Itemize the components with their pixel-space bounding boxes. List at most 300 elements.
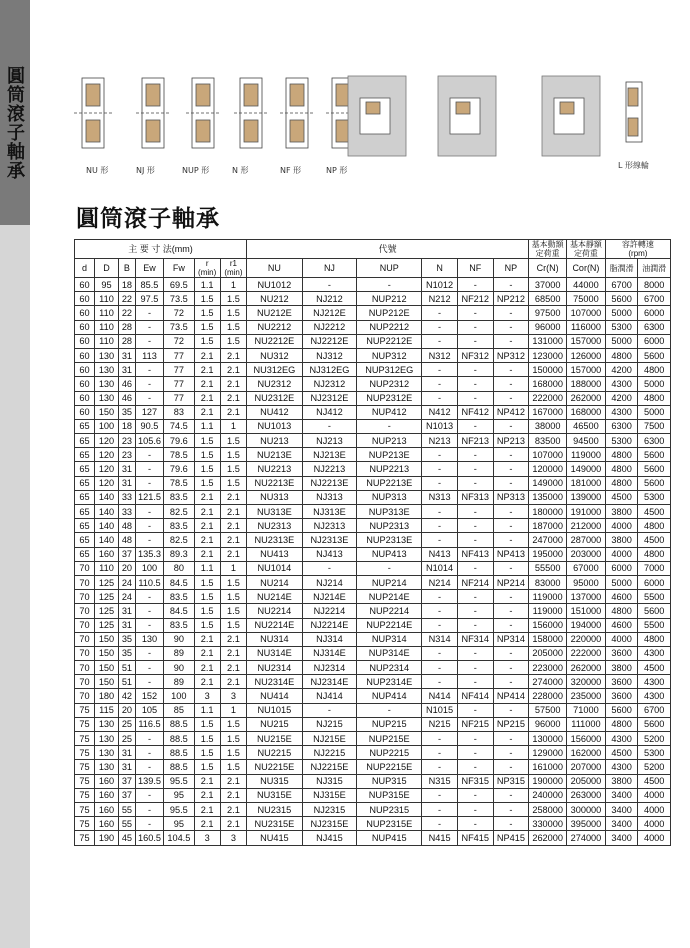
table-cell: 140 [94, 490, 118, 504]
table-cell: 127 [135, 405, 163, 419]
table-cell: - [135, 661, 163, 675]
table-cell: NP413 [493, 547, 529, 561]
table-cell: 130 [94, 377, 118, 391]
table-cell: 4000 [638, 788, 671, 802]
table-cell: NU214 [247, 575, 303, 589]
diagram-nu [74, 78, 112, 148]
table-cell: 18 [119, 419, 136, 433]
table-cell: 120 [94, 434, 118, 448]
table-cell: NU412 [247, 405, 303, 419]
table-row [75, 831, 671, 845]
table-cell: 2.1 [220, 646, 246, 660]
table-cell: 1.5 [220, 604, 246, 618]
table-cell: 2.1 [194, 363, 220, 377]
table-cell: 274000 [529, 675, 567, 689]
table-cell: 111000 [567, 717, 606, 731]
table-cell: NU415 [247, 831, 303, 845]
table-cell: - [422, 505, 458, 519]
table-cell: 33 [119, 505, 136, 519]
table-cell: 90 [164, 632, 194, 646]
table-cell: 100 [164, 689, 194, 703]
table-cell: 28 [119, 334, 136, 348]
table-cell: 4300 [605, 405, 638, 419]
table-row [75, 533, 671, 547]
table-cell: 7500 [638, 419, 671, 433]
col-NU: NU [247, 259, 303, 278]
table-cell: 84.5 [164, 575, 194, 589]
table-cell: - [422, 519, 458, 533]
table-cell: 110.5 [135, 575, 163, 589]
table-cell: 107000 [567, 306, 606, 320]
table-cell: NF212 [457, 292, 493, 306]
table-cell: 4500 [638, 661, 671, 675]
table-cell: 31 [119, 476, 136, 490]
table-cell: 70 [75, 604, 95, 618]
table-cell: NJ314E [302, 646, 357, 660]
table-cell: NJ313E [302, 505, 357, 519]
table-cell: NUP412 [357, 405, 422, 419]
table-cell: 70 [75, 590, 95, 604]
table-cell: 160.5 [135, 831, 163, 845]
table-cell: NF312 [457, 348, 493, 362]
table-cell: 75 [75, 746, 95, 760]
table-cell: 4000 [638, 831, 671, 845]
table-cell: 3800 [605, 533, 638, 547]
table-cell: NF315 [457, 774, 493, 788]
table-row [75, 802, 671, 816]
table-cell: 95 [94, 278, 118, 292]
table-cell: 6000 [638, 575, 671, 589]
table-cell: - [493, 363, 529, 377]
table-cell: - [422, 732, 458, 746]
table-cell: 181000 [567, 476, 606, 490]
table-cell: 73.5 [164, 292, 194, 306]
table-row [75, 292, 671, 306]
table-cell: 89 [164, 646, 194, 660]
table-cell: - [457, 788, 493, 802]
table-row [75, 419, 671, 433]
table-cell: 3400 [605, 788, 638, 802]
table-cell: 130 [94, 732, 118, 746]
table-cell: - [493, 462, 529, 476]
col-grease: 脂潤滑 [605, 259, 638, 278]
table-cell: - [457, 306, 493, 320]
table-cell: 4500 [605, 746, 638, 760]
table-cell: 162000 [567, 746, 606, 760]
table-cell: 31 [119, 604, 136, 618]
table-cell: 274000 [567, 831, 606, 845]
table-cell: 60 [75, 334, 95, 348]
table-cell: 75 [75, 788, 95, 802]
table-cell: 4300 [605, 732, 638, 746]
table-cell: 1.5 [194, 618, 220, 632]
table-row [75, 732, 671, 746]
table-cell: 1 [220, 703, 246, 717]
table-cell: - [457, 746, 493, 760]
table-cell: 187000 [529, 519, 567, 533]
table-cell: 4000 [605, 547, 638, 561]
table-cell: 5300 [638, 490, 671, 504]
table-cell: 82.5 [164, 533, 194, 547]
table-cell: - [493, 746, 529, 760]
table-cell: 110 [94, 334, 118, 348]
table-cell: 4800 [638, 363, 671, 377]
side-title: 圓筒滾子軸承 [4, 66, 25, 180]
table-cell: 74.5 [164, 419, 194, 433]
table-cell: NU1013 [247, 419, 303, 433]
table-cell: 262000 [567, 391, 606, 405]
table-row [75, 448, 671, 462]
table-cell: NP315 [493, 774, 529, 788]
diagram-l-ring [626, 82, 642, 142]
table-cell: 1.1 [194, 561, 220, 575]
table-cell: 3800 [605, 661, 638, 675]
table-cell: 24 [119, 575, 136, 589]
table-cell: NU215E [247, 732, 303, 746]
table-row [75, 334, 671, 348]
table-cell: NU2213 [247, 462, 303, 476]
table-cell: - [135, 320, 163, 334]
table-cell: 2.1 [194, 774, 220, 788]
table-cell: 60 [75, 320, 95, 334]
table-cell: 83500 [529, 434, 567, 448]
table-cell: 320000 [567, 675, 606, 689]
table-cell: 95 [164, 788, 194, 802]
table-cell: - [135, 334, 163, 348]
table-cell: 222000 [567, 646, 606, 660]
table-cell: NJ312EG [302, 363, 357, 377]
table-cell: 75 [75, 802, 95, 816]
table-cell: 104.5 [164, 831, 194, 845]
table-cell: 5200 [638, 760, 671, 774]
table-cell: 1.5 [220, 590, 246, 604]
table-cell: 5600 [638, 448, 671, 462]
table-cell: 84.5 [164, 604, 194, 618]
table-cell: 125 [94, 604, 118, 618]
table-cell: 150 [94, 646, 118, 660]
table-cell: NP313 [493, 490, 529, 504]
table-cell: NUP2213 [357, 462, 422, 476]
table-row [75, 618, 671, 632]
col-r-min: (min) [198, 268, 217, 277]
table-cell: - [135, 505, 163, 519]
table-cell: NU1012 [247, 278, 303, 292]
table-cell: - [135, 519, 163, 533]
table-cell: NF314 [457, 632, 493, 646]
table-cell: 95 [164, 817, 194, 831]
table-cell: 2.1 [194, 646, 220, 660]
table-cell: 5600 [605, 703, 638, 717]
header-load-dynamic: 基本動額定荷重 [529, 240, 567, 259]
table-cell: 20 [119, 703, 136, 717]
table-cell: 1.5 [194, 575, 220, 589]
table-cell: 1.5 [194, 717, 220, 731]
table-cell: NJ2315 [302, 802, 357, 816]
table-cell: NJ412 [302, 405, 357, 419]
table-cell: 95000 [567, 575, 606, 589]
table-cell: 3 [194, 831, 220, 845]
table-cell: 2.1 [220, 788, 246, 802]
table-cell: 31 [119, 746, 136, 760]
table-cell: NU2213E [247, 476, 303, 490]
table-cell: - [457, 675, 493, 689]
table-cell: NUP214E [357, 590, 422, 604]
table-cell: - [493, 817, 529, 831]
col-NJ: NJ [302, 259, 357, 278]
table-cell: - [135, 788, 163, 802]
table-cell: NUP2212E [357, 334, 422, 348]
table-cell: NJ2314E [302, 675, 357, 689]
table-cell: 119000 [529, 590, 567, 604]
table-row [75, 490, 671, 504]
header-load-static: 基本靜額定荷重 [567, 240, 606, 259]
table-cell: - [457, 363, 493, 377]
table-row [75, 590, 671, 604]
table-cell: NUP215 [357, 717, 422, 731]
table-cell: - [493, 391, 529, 405]
col-r1 [220, 259, 246, 278]
table-cell: N315 [422, 774, 458, 788]
table-cell: 73.5 [164, 320, 194, 334]
table-cell: 79.6 [164, 462, 194, 476]
table-cell: 1.5 [194, 448, 220, 462]
table-cell: 300000 [567, 802, 606, 816]
table-cell: 120 [94, 476, 118, 490]
table-cell: NJ2212E [302, 334, 357, 348]
col-Cor: Cor(N) [567, 259, 606, 278]
table-cell: 4800 [605, 462, 638, 476]
table-cell: NJ212E [302, 306, 357, 320]
table-cell: - [135, 646, 163, 660]
table-cell: NU2315 [247, 802, 303, 816]
table-cell: 77 [164, 363, 194, 377]
table-cell: NF213 [457, 434, 493, 448]
table-cell: 1.5 [194, 434, 220, 448]
table-cell: 2.1 [220, 348, 246, 362]
table-cell: 195000 [529, 547, 567, 561]
table-cell: 1.5 [220, 618, 246, 632]
table-cell: 110 [94, 561, 118, 575]
table-cell: NUP312 [357, 348, 422, 362]
table-cell: 1.5 [194, 732, 220, 746]
table-cell: NU313E [247, 505, 303, 519]
table-cell: 100 [135, 561, 163, 575]
table-cell: 3 [220, 689, 246, 703]
table-cell: - [135, 618, 163, 632]
table-cell: NU1014 [247, 561, 303, 575]
table-cell: 287000 [567, 533, 606, 547]
table-cell: 90.5 [135, 419, 163, 433]
table-cell: 156000 [529, 618, 567, 632]
table-cell: NUP314E [357, 646, 422, 660]
table-cell: NUP313 [357, 490, 422, 504]
table-row [75, 788, 671, 802]
table-cell: NJ313 [302, 490, 357, 504]
table-cell: N1013 [422, 419, 458, 433]
table-cell: N1012 [422, 278, 458, 292]
table-row [75, 817, 671, 831]
table-cell: NUP2212 [357, 320, 422, 334]
table-cell: 37 [119, 788, 136, 802]
table-cell: 2.1 [194, 405, 220, 419]
table-cell: - [135, 590, 163, 604]
table-cell: - [135, 675, 163, 689]
table-cell: NJ2315E [302, 817, 357, 831]
table-cell: 150 [94, 632, 118, 646]
table-cell: 4000 [605, 632, 638, 646]
table-cell: NU2312E [247, 391, 303, 405]
table-cell: NJ2313 [302, 519, 357, 533]
table-cell: NJ2214 [302, 604, 357, 618]
table-cell: - [457, 802, 493, 816]
table-cell: NUP413 [357, 547, 422, 561]
header-code: 代號 [247, 240, 529, 259]
table-cell: 18 [119, 278, 136, 292]
table-cell: 65 [75, 533, 95, 547]
header-speed [605, 240, 670, 259]
table-cell: 107000 [529, 448, 567, 462]
table-cell: NP312 [493, 348, 529, 362]
table-cell: 6000 [605, 561, 638, 575]
table-cell: 188000 [567, 377, 606, 391]
table-cell: NU2312 [247, 377, 303, 391]
table-cell: 4500 [638, 533, 671, 547]
table-cell: - [493, 732, 529, 746]
table-cell: 2.1 [194, 377, 220, 391]
table-cell: 83.5 [164, 519, 194, 533]
table-cell: - [422, 533, 458, 547]
table-cell: NJ213 [302, 434, 357, 448]
table-cell: N214 [422, 575, 458, 589]
table-cell: 4000 [605, 519, 638, 533]
table-cell: N1014 [422, 561, 458, 575]
table-cell: NJ315E [302, 788, 357, 802]
table-cell: NUP215E [357, 732, 422, 746]
table-cell: NP215 [493, 717, 529, 731]
table-cell: NJ2312E [302, 391, 357, 405]
table-cell: - [493, 476, 529, 490]
table-cell: - [302, 419, 357, 433]
label-nu: NU 形 [86, 166, 109, 175]
table-cell: 1 [220, 419, 246, 433]
table-cell: - [493, 802, 529, 816]
table-cell: 38000 [529, 419, 567, 433]
table-cell: NJ314 [302, 632, 357, 646]
table-cell: 150000 [529, 363, 567, 377]
table-cell: 42 [119, 689, 136, 703]
table-cell: - [135, 462, 163, 476]
table-cell: NJ213E [302, 448, 357, 462]
table-cell: 3400 [605, 817, 638, 831]
table-cell: 88.5 [164, 746, 194, 760]
table-cell: NU213E [247, 448, 303, 462]
col-oil: 油潤滑 [638, 259, 671, 278]
table-cell: 1.5 [194, 760, 220, 774]
table-cell: - [422, 646, 458, 660]
table-cell: 4500 [638, 505, 671, 519]
table-cell: N413 [422, 547, 458, 561]
col-N: N [422, 259, 458, 278]
table-cell: NUP315 [357, 774, 422, 788]
table-cell: 263000 [567, 788, 606, 802]
table-cell: 2.1 [194, 802, 220, 816]
table-cell: 105 [135, 703, 163, 717]
table-cell: - [422, 675, 458, 689]
table-cell: NF412 [457, 405, 493, 419]
table-cell: 3600 [605, 646, 638, 660]
table-cell: 1.5 [194, 462, 220, 476]
table-cell: 156000 [567, 732, 606, 746]
table-cell: 160 [94, 774, 118, 788]
table-cell: NUP314 [357, 632, 422, 646]
table-cell: 3 [220, 831, 246, 845]
table-cell: 140 [94, 505, 118, 519]
table-cell: 160 [94, 802, 118, 816]
col-r [194, 259, 220, 278]
table-cell: 1.5 [194, 306, 220, 320]
table-cell: NU2212 [247, 320, 303, 334]
table-cell: N213 [422, 434, 458, 448]
table-cell: 1.5 [194, 604, 220, 618]
table-cell: 4300 [638, 689, 671, 703]
table-cell: 129000 [529, 746, 567, 760]
table-cell: 23 [119, 448, 136, 462]
table-cell: 8000 [638, 278, 671, 292]
table-cell: 190 [94, 831, 118, 845]
table-cell: 205000 [567, 774, 606, 788]
table-cell: 116000 [567, 320, 606, 334]
table-cell: 1.5 [220, 476, 246, 490]
table-cell: 2.1 [220, 533, 246, 547]
table-cell: 158000 [529, 632, 567, 646]
table-cell: NU212E [247, 306, 303, 320]
table-cell: 5500 [638, 618, 671, 632]
table-cell: NUP2215 [357, 746, 422, 760]
table-cell: 70 [75, 575, 95, 589]
table-cell: NJ2215E [302, 760, 357, 774]
table-cell: NU314E [247, 646, 303, 660]
table-cell: 4800 [605, 476, 638, 490]
table-cell: 130 [94, 717, 118, 731]
table-cell: - [493, 306, 529, 320]
table-cell: 190000 [529, 774, 567, 788]
table-cell: 3 [194, 689, 220, 703]
table-cell: - [493, 675, 529, 689]
table-cell: 2.1 [220, 817, 246, 831]
table-cell: 83000 [529, 575, 567, 589]
table-cell: 119000 [529, 604, 567, 618]
table-cell: 31 [119, 363, 136, 377]
table-cell: 110 [94, 292, 118, 306]
table-cell: - [302, 561, 357, 575]
table-cell: NUP213 [357, 434, 422, 448]
table-cell: - [135, 363, 163, 377]
table-cell: 2.1 [220, 405, 246, 419]
table-cell: 31 [119, 760, 136, 774]
table-cell: 65 [75, 419, 95, 433]
table-cell: 130 [135, 632, 163, 646]
col-r1-min: (min) [224, 268, 243, 277]
table-cell: 75 [75, 717, 95, 731]
table-row [75, 746, 671, 760]
table-cell: 96000 [529, 320, 567, 334]
table-cell: - [422, 320, 458, 334]
table-cell: NJ2212 [302, 320, 357, 334]
table-cell: 48 [119, 533, 136, 547]
table-cell: 4800 [638, 632, 671, 646]
table-cell: 2.1 [220, 363, 246, 377]
table-cell: - [493, 377, 529, 391]
